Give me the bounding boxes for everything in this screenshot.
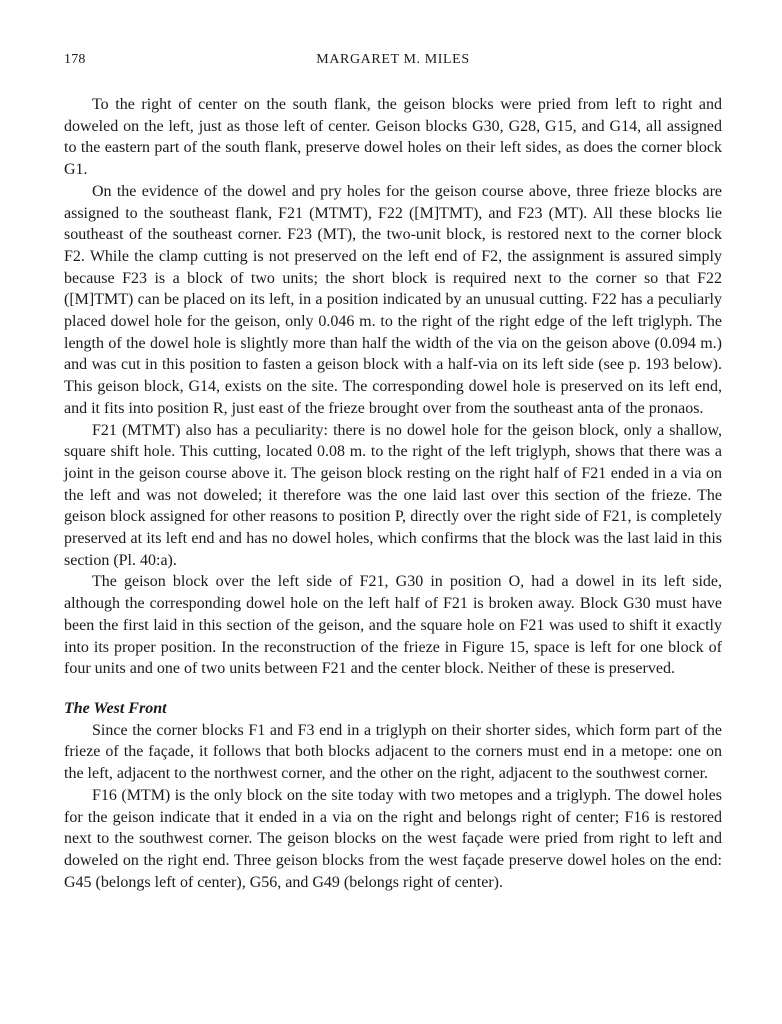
- paragraph-south-flank-right: To the right of center on the south flank, the geison blocks were pried from left to right and doweled on the left, just as those left of center. Geison blocks G30, G28, G15, and G14, all assigned to the eastern part of the south flank, preserve dowel holes on their left sides, as does the corner block G1.: [64, 96, 722, 179]
- paragraph-g30-geison: The geison block over the left side of F21, G30 in position O, had a dowel in its left side, although the corresponding dowel hole on the left half of F21 is broken away. Block G30 must have been the first laid in this section of the geison, and the square hole on F21 was used to shift it exactly into its proper position. In the reconstruction of the frieze in Figure 15, space is left for one block of four units and one of two units between F21 and the center block. Neither of these is preserved.: [64, 573, 722, 678]
- page-number: 178: [64, 52, 86, 67]
- running-title: MARGARET M. MILES: [316, 52, 470, 67]
- page: [64, 52, 722, 893]
- body-text: [64, 94, 722, 893]
- running-head: [64, 52, 722, 74]
- paragraph-f21-peculiarity: F21 (MTMT) also has a peculiarity: there is no dowel hole for the geison block, only a shallow, square shift hole. This cutting, located 0.08 m. to the right of the left triglyph, shows that there was a joint in the geison course above it. The geison block resting on the right half of F21 ended in a via on the left and was not doweled; it therefore was the one laid last over this section of the frieze. The geison block assigned for other reasons to position P, directly over the right side of F21, is completely preserved at its left end and has no dowel holes, which confirms that the block was the last laid in this section (Pl. 40:a).: [64, 421, 722, 569]
- paragraph-southeast-frieze: On the evidence of the dowel and pry holes for the geison course above, three frieze blocks are assigned to the southeast flank, F21 (MTMT), F22 ([M]TMT), and F23 (MT). All these blocks lie southeast of the southeast corner. F23 (MT), the two-unit block, is restored next to the corner block F2. While the clamp cutting is not preserved on the left end of F2, the assignment is assured simply because F23 is a block of two units; the short block is required next to the corner so that F22 ([M]TMT) can be placed on its left, in a position indicated by an unusual cutting. F22 has a peculiarly placed dowel hole for the geison, only 0.046 m. to the right of the right edge of the left triglyph. The length of the dowel hole is slightly more than half the width of the via on the geison above (0.094 m.) and was cut in this position to fasten a geison block with a half-via on its left side (see p. 193 below). This geison block, G14, exists on the site. The corresponding dowel hole is preserved on its left end, and it fits into position R, just east of the frieze brought over from the southeast anta of the pronaos.: [64, 182, 722, 417]
- paragraph-west-corner-blocks: Since the corner blocks F1 and F3 end in a triglyph on their shorter sides, which form part of the frieze of the façade, it follows that both blocks adjacent to the corners must end in a metope: one on the left, adjacent to the northwest corner, and the other on the right, adjacent to the southwest corner.: [64, 721, 722, 783]
- paragraph-f16: F16 (MTM) is the only block on the site today with two metopes and a triglyph. The dowel holes for the geison indicate that it ended in a via on the right and belongs right of center; F16 is restored next to the southwest corner. The geison blocks on the west façade were pried from right to left and doweled on the right end. Three geison blocks from the west façade preserve dowel holes on the end: G45 (belongs left of center), G56, and G49 (belongs right of center).: [64, 786, 722, 891]
- section-heading-west-front: The West Front: [64, 699, 167, 717]
